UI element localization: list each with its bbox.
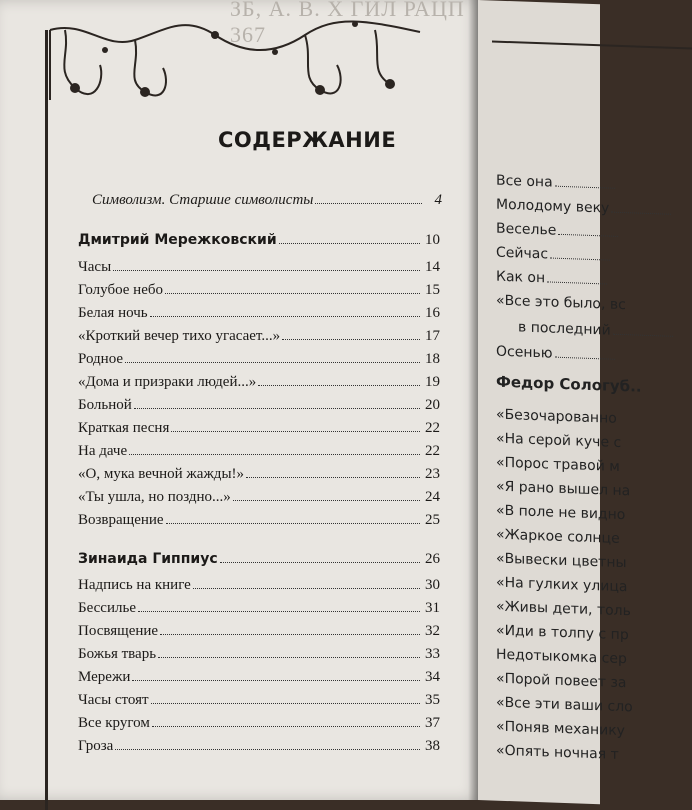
toc-page-number: 31 — [425, 600, 440, 616]
right-page-entry-text: «На серой куче с — [496, 430, 622, 452]
toc-row — [78, 328, 440, 350]
toc-page-number: 30 — [425, 577, 440, 593]
right-page-entry-text: «На гулких улица — [496, 574, 628, 596]
right-page-entry — [496, 269, 607, 289]
toc-leader-dots — [165, 293, 420, 294]
toc-row — [78, 397, 440, 419]
toc-leader-dots — [115, 749, 420, 750]
toc-page-number: 19 — [425, 374, 440, 390]
right-page-entry — [496, 623, 629, 644]
toc-row — [78, 669, 440, 691]
toc-leader-dots — [258, 385, 420, 386]
toc-page-number: 35 — [425, 692, 440, 708]
toc-row — [78, 443, 440, 465]
right-page-entry-text: Сейчас — [496, 244, 549, 263]
right-page-entry — [496, 431, 621, 451]
toc-row — [78, 305, 440, 327]
right-page-entry — [496, 173, 615, 193]
right-page-list — [478, 0, 642, 763]
toc-page-number: 20 — [425, 397, 440, 413]
toc-row — [78, 738, 440, 760]
toc-page-number: 10 — [425, 232, 440, 248]
toc-leader-dots — [152, 726, 420, 727]
toc-row — [78, 512, 440, 534]
right-page-entry-text: «Иди в толпу с пр — [496, 622, 629, 644]
right-page-entry-text: «Жаркое солнце — [496, 526, 620, 547]
toc-title: Бессилье — [78, 600, 136, 616]
toc-row — [78, 466, 440, 488]
toc-leader-dots — [134, 408, 420, 409]
toc-title: На даче — [78, 443, 128, 459]
toc-leader-dots — [550, 258, 610, 261]
toc-page-number: 22 — [425, 420, 440, 436]
toc-leader-dots — [233, 500, 420, 501]
right-page-entry-text: «Я рано вышел на — [496, 478, 631, 500]
toc-leader-dots — [555, 357, 615, 360]
toc-title: «Ты ушла, но поздно...» — [78, 489, 231, 505]
right-frame-line — [492, 40, 692, 49]
toc-title: Часы стоят — [78, 692, 149, 708]
right-page-entry-text: «Порос травой м — [496, 454, 620, 475]
toc-leader-dots — [132, 680, 420, 681]
toc-title: Белая ночь — [78, 305, 148, 321]
toc-title: Символизм. Старшие символисты — [92, 192, 314, 208]
toc-leader-dots — [113, 270, 420, 271]
right-page-entry-text: «Живы дети, толь — [496, 598, 631, 620]
toc-title: Возвращение — [78, 512, 164, 528]
toc-leader-dots — [171, 431, 420, 432]
right-page-entry-text: Осенью — [496, 343, 553, 362]
toc-leader-dots — [558, 234, 618, 237]
right-page-entry-text: «Все это было, вс — [496, 292, 626, 314]
toc-title: Зинаида Гиппиус — [78, 551, 218, 567]
right-page-entry-text: Недотыкомка сер — [496, 646, 627, 668]
right-page-entry — [518, 319, 673, 340]
toc-title: «Кроткий вечер тихо угасает...» — [78, 328, 281, 344]
toc-author-row — [78, 551, 440, 573]
right-page-entry — [496, 527, 620, 547]
right-page-author — [496, 373, 642, 396]
toc-page-number: 25 — [425, 512, 440, 528]
toc-author-row — [78, 232, 440, 254]
toc-page-number: 15 — [425, 282, 440, 298]
toc-page-number: 24 — [425, 489, 440, 505]
toc-page-number: 16 — [425, 305, 440, 321]
toc-title: Больной — [78, 397, 132, 413]
toc-page-number: 14 — [425, 259, 440, 275]
right-page-entry — [496, 455, 620, 475]
toc-title: Краткая песня — [78, 420, 170, 436]
right-page-entry-text: «В поле не видно — [496, 502, 626, 524]
toc-title: Все кругом — [78, 715, 150, 731]
toc-row — [92, 192, 442, 214]
right-page-entry — [496, 503, 625, 524]
right-page-entry-text: «Все эти ваши сло — [496, 694, 633, 716]
right-page-entry-text: в последний — [518, 319, 611, 339]
toc-row — [78, 646, 440, 668]
toc-page-number: 33 — [425, 646, 440, 662]
toc-page-number: 18 — [425, 351, 440, 367]
toc-leader-dots — [151, 703, 420, 704]
toc-title: Надпись на книге — [78, 577, 191, 593]
toc-leader-dots — [246, 477, 420, 478]
right-page-entry — [496, 719, 625, 740]
toc-leader-dots — [129, 454, 420, 455]
right-page-entry — [496, 551, 627, 572]
toc-title: Посвящение — [78, 623, 159, 639]
right-page-entry-text: «Вывески цветны — [496, 550, 627, 572]
toc-page-number: 32 — [425, 623, 440, 639]
toc-page-number: 34 — [425, 669, 440, 685]
toc-leader-dots — [555, 186, 615, 189]
toc-leader-dots — [125, 362, 420, 363]
toc-title: Голубое небо — [78, 282, 163, 298]
right-page-entry-text: «Безочарованно — [496, 406, 617, 427]
right-page-entry — [496, 695, 633, 716]
right-page-entry — [496, 647, 627, 668]
right-page-entry-text: Федор Сологуб.. — [496, 372, 642, 396]
right-page-entry — [496, 575, 627, 596]
toc-leader-dots — [282, 339, 420, 340]
toc-row — [78, 692, 440, 714]
toc-row — [78, 420, 440, 442]
toc-leader-dots — [220, 562, 420, 563]
toc-page-number: 23 — [425, 466, 440, 482]
toc-leader-dots — [279, 243, 420, 244]
right-page-entry — [496, 245, 610, 265]
toc-title: «О, мука вечной жажды!» — [78, 466, 245, 482]
right-page-entry — [496, 407, 617, 427]
toc-leader-dots — [138, 611, 420, 612]
toc-page-number: 17 — [425, 328, 440, 344]
frame-left-border — [45, 30, 48, 810]
toc-title: «Дома и призраки людей...» — [78, 374, 257, 390]
toc-row — [78, 351, 440, 373]
toc-leader-dots — [547, 281, 607, 284]
right-page-entry — [496, 293, 626, 314]
toc-page-number: 26 — [425, 551, 440, 567]
toc-leader-dots — [193, 588, 420, 589]
toc-leader-dots — [315, 203, 422, 204]
toc-title: Родное — [78, 351, 124, 367]
toc-leader-dots — [160, 634, 420, 635]
toc-title: Божья тварь — [78, 646, 157, 662]
toc-leader-dots — [613, 334, 673, 337]
right-page-entry-text: Молодому веку — [496, 196, 610, 217]
toc-row — [78, 600, 440, 622]
toc-title: Дмитрий Мережковский — [78, 232, 277, 248]
toc-page-number: 4 — [434, 192, 442, 208]
toc-row — [78, 374, 440, 396]
toc-leader-dots — [158, 657, 420, 658]
toc-row — [78, 623, 440, 645]
right-page-entry — [496, 743, 619, 763]
right-page-entry — [496, 344, 615, 364]
right-page-entry-text: Веселье — [496, 220, 557, 239]
right-page-entry — [496, 197, 671, 219]
toc-title: Гроза — [78, 738, 114, 754]
right-page-entry — [496, 221, 618, 241]
right-page-entry-text: Как он — [496, 268, 546, 287]
toc-row — [78, 489, 440, 511]
toc-row — [78, 577, 440, 599]
right-page-entry-text: «Поняв механику — [496, 718, 625, 740]
running-head: ЗБ, А. В. Х ГИЛ РАЦП 367 — [230, 0, 465, 47]
right-page-entry-text: «Порой повеет за — [496, 670, 627, 692]
floral-ornament-icon — [45, 10, 425, 100]
toc-leader-dots — [150, 316, 420, 317]
right-page-entry — [496, 479, 630, 500]
toc-row — [78, 259, 440, 281]
toc-title: Часы — [78, 259, 112, 275]
right-page-entry — [496, 599, 631, 620]
right-page — [478, 0, 642, 804]
toc-title: Мережи — [78, 669, 131, 685]
toc-leader-dots — [166, 523, 420, 524]
toc-row — [78, 715, 440, 737]
toc-page-number: 37 — [425, 715, 440, 731]
toc-leader-dots — [611, 212, 671, 215]
toc-page-number: 38 — [425, 738, 440, 754]
page-title: СОДЕРЖАНИЕ — [218, 128, 397, 152]
right-page-entry-text: «Опять ночная т — [496, 742, 619, 763]
toc-page-number: 22 — [425, 443, 440, 459]
right-page-entry-text: Все она — [496, 172, 553, 191]
right-page-entry — [496, 671, 626, 692]
toc-row — [78, 282, 440, 304]
